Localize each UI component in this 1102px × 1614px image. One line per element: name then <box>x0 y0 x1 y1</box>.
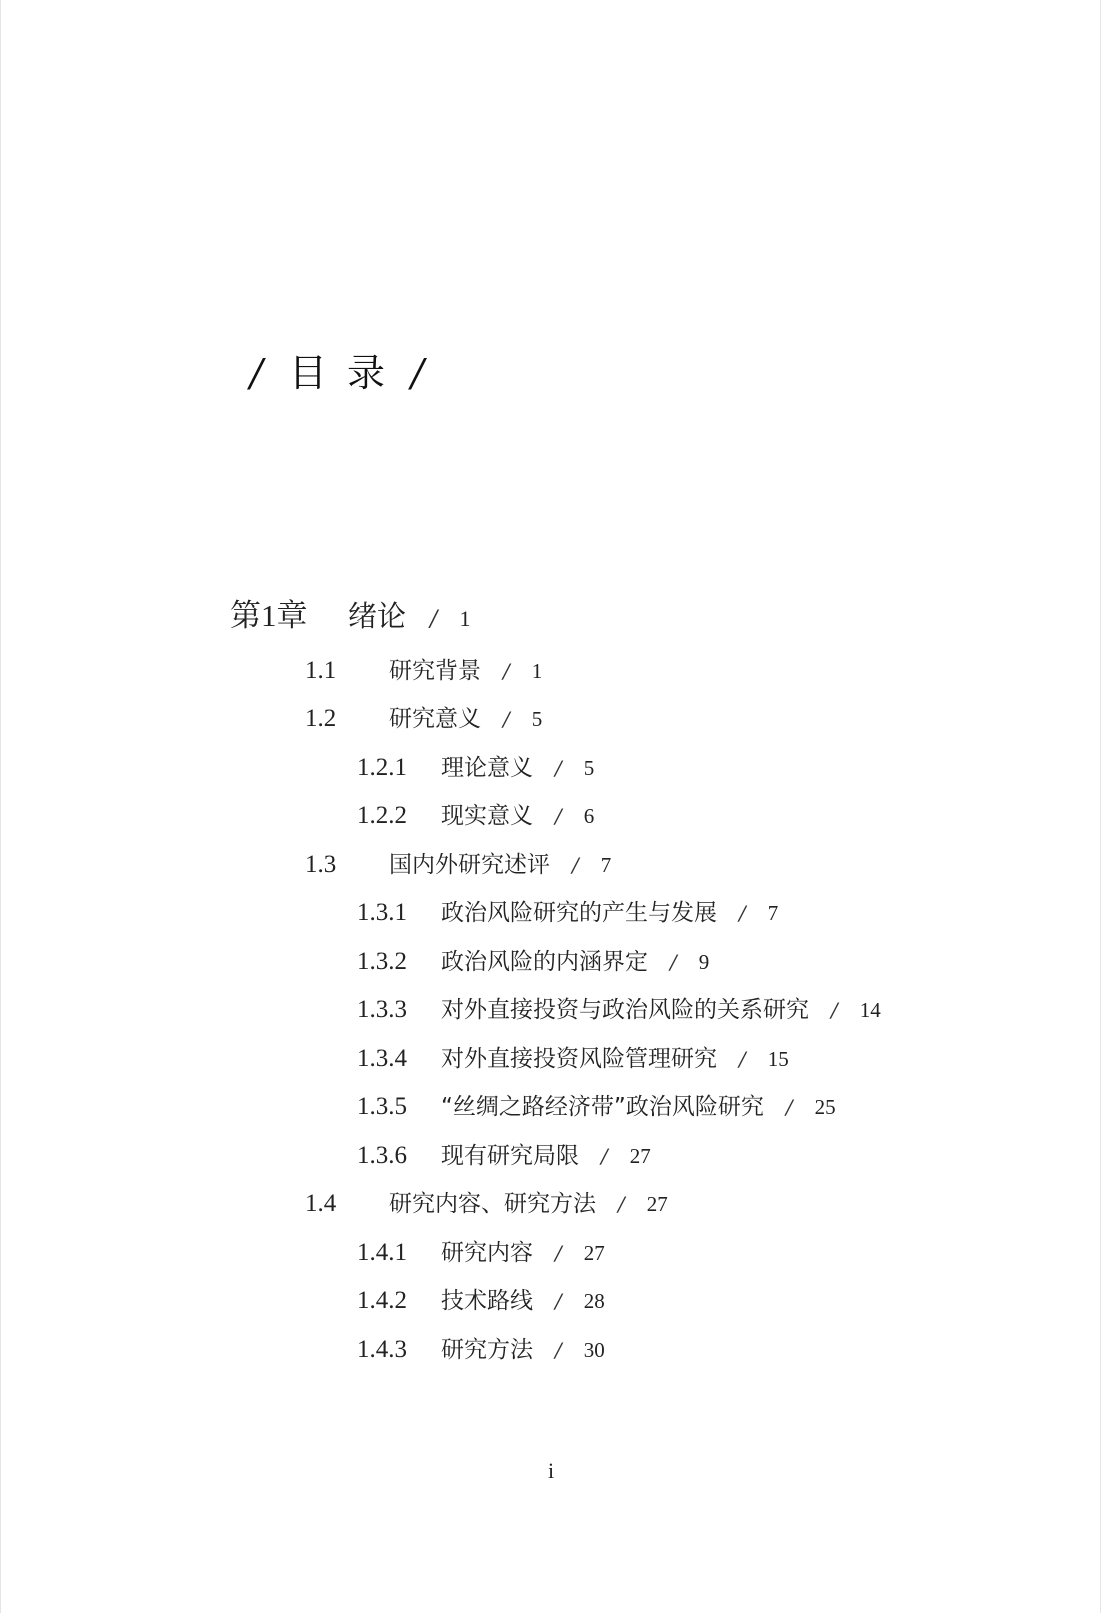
toc-entry-number: 1.4.2 <box>357 1287 407 1314</box>
toc-entry-label: 国内外研究述评 <box>389 852 550 878</box>
toc-entry-label: 研究内容 <box>441 1240 533 1266</box>
toc-section-entry[interactable] <box>305 700 542 733</box>
toc-section-entry[interactable] <box>305 652 542 685</box>
toc-entry-page: 14 <box>859 998 881 1022</box>
toc-entry-page: 15 <box>767 1047 789 1071</box>
toc-entry-separator: / <box>503 659 510 683</box>
toc-entry-page: 1 <box>531 659 543 683</box>
toc-entry-label: 现实意义 <box>441 803 533 829</box>
toc-entry-page: 1 <box>459 606 471 631</box>
toc-entry-separator: / <box>572 853 579 877</box>
toc-entry-separator: / <box>555 1338 562 1362</box>
toc-entry-label: 政治风险的内涵界定 <box>441 949 648 975</box>
toc-entry-separator: / <box>670 950 677 974</box>
toc-entry-label: “丝绸之路经济带”政治风险研究 <box>441 1094 764 1120</box>
title-text: 目 录 <box>288 351 389 395</box>
toc-entry-separator: / <box>618 1192 625 1216</box>
toc-subsection-entry[interactable] <box>357 797 594 830</box>
toc-entry-number: 1.2.2 <box>357 802 407 829</box>
toc-entry-page: 7 <box>600 853 612 877</box>
toc-entry-separator: / <box>601 1144 608 1168</box>
toc-entry-label: 绪论 <box>348 599 407 633</box>
toc-entry-label: 理论意义 <box>441 755 533 781</box>
toc-entry-label: 现有研究局限 <box>441 1143 579 1169</box>
toc-entry-number: 1.3.6 <box>357 1142 407 1169</box>
toc-entry-number: 1.2 <box>305 705 337 732</box>
toc-entry-page: 28 <box>583 1289 605 1313</box>
toc-subsection-entry[interactable] <box>357 1331 605 1364</box>
toc-entry-label: 研究内容、研究方法 <box>389 1191 596 1217</box>
toc-chapter-entry[interactable] <box>230 590 470 635</box>
toc-subsection-entry[interactable] <box>357 1088 836 1121</box>
toc-entry-separator: / <box>430 607 438 632</box>
toc-entry-separator: / <box>739 901 746 925</box>
toc-entry-number: 1.3.1 <box>357 899 407 926</box>
toc-entry-separator: / <box>555 1241 562 1265</box>
toc-entry-page: 27 <box>583 1241 605 1265</box>
toc-entry-number: 1.2.1 <box>357 754 407 781</box>
toc-entry-number: 1.3.5 <box>357 1093 407 1120</box>
toc-entry-label: 对外直接投资风险管理研究 <box>441 1046 717 1072</box>
page-title <box>244 348 434 398</box>
page-number: i <box>547 1458 555 1483</box>
toc-entry-page: 9 <box>698 950 710 974</box>
toc-subsection-entry[interactable] <box>357 943 709 976</box>
toc-entry-number: 1.3.4 <box>357 1045 407 1072</box>
toc-entry-page: 6 <box>583 804 595 828</box>
toc-entry-page: 7 <box>767 901 779 925</box>
toc-entry-separator: / <box>785 1095 793 1119</box>
toc-entry-number: 1.4.1 <box>357 1239 407 1266</box>
toc-entry-number: 1.4 <box>305 1190 337 1217</box>
title-slash-right: / <box>411 351 428 395</box>
toc-entry-number: 1.1 <box>305 657 337 684</box>
toc-entry-page: 5 <box>583 756 595 780</box>
toc-entry-separator: / <box>555 756 562 780</box>
toc-entry-number: 第1章 <box>230 598 308 633</box>
toc-section-entry[interactable] <box>305 846 611 879</box>
toc-entry-label: 研究方法 <box>441 1337 533 1363</box>
toc-entry-page: 30 <box>583 1338 605 1362</box>
toc-entry-page: 5 <box>531 707 543 731</box>
toc-entry-number: 1.3.3 <box>357 996 407 1023</box>
title-slash-left: / <box>250 351 267 395</box>
toc-subsection-entry[interactable] <box>357 991 881 1024</box>
toc-subsection-entry[interactable] <box>357 1234 605 1267</box>
toc-subsection-entry[interactable] <box>357 1040 789 1073</box>
toc-entry-separator: / <box>831 998 838 1022</box>
toc-entry-label: 研究意义 <box>389 706 481 732</box>
toc-entry-number: 1.4.3 <box>357 1336 407 1363</box>
toc-entry-number: 1.3.2 <box>357 948 407 975</box>
toc-subsection-entry[interactable] <box>357 749 594 782</box>
toc-subsection-entry[interactable] <box>357 1137 651 1170</box>
toc-section-entry[interactable] <box>305 1185 668 1218</box>
toc-subsection-entry[interactable] <box>357 894 778 927</box>
toc-entry-page: 27 <box>646 1192 668 1216</box>
toc-entry-separator: / <box>555 804 562 828</box>
toc-entry-separator: / <box>555 1289 562 1313</box>
toc-entry-label: 政治风险研究的产生与发展 <box>441 900 717 926</box>
toc-entry-page: 27 <box>629 1144 651 1168</box>
toc-entry-label: 技术路线 <box>441 1288 533 1314</box>
toc-entry-label: 研究背景 <box>389 658 481 684</box>
toc-entry-page: 25 <box>814 1095 836 1119</box>
toc-entry-separator: / <box>503 707 510 731</box>
toc-entry-label: 对外直接投资与政治风险的关系研究 <box>441 997 809 1023</box>
toc-subsection-entry[interactable] <box>357 1282 605 1315</box>
toc-entry-separator: / <box>739 1047 746 1071</box>
toc-entry-number: 1.3 <box>305 851 337 878</box>
